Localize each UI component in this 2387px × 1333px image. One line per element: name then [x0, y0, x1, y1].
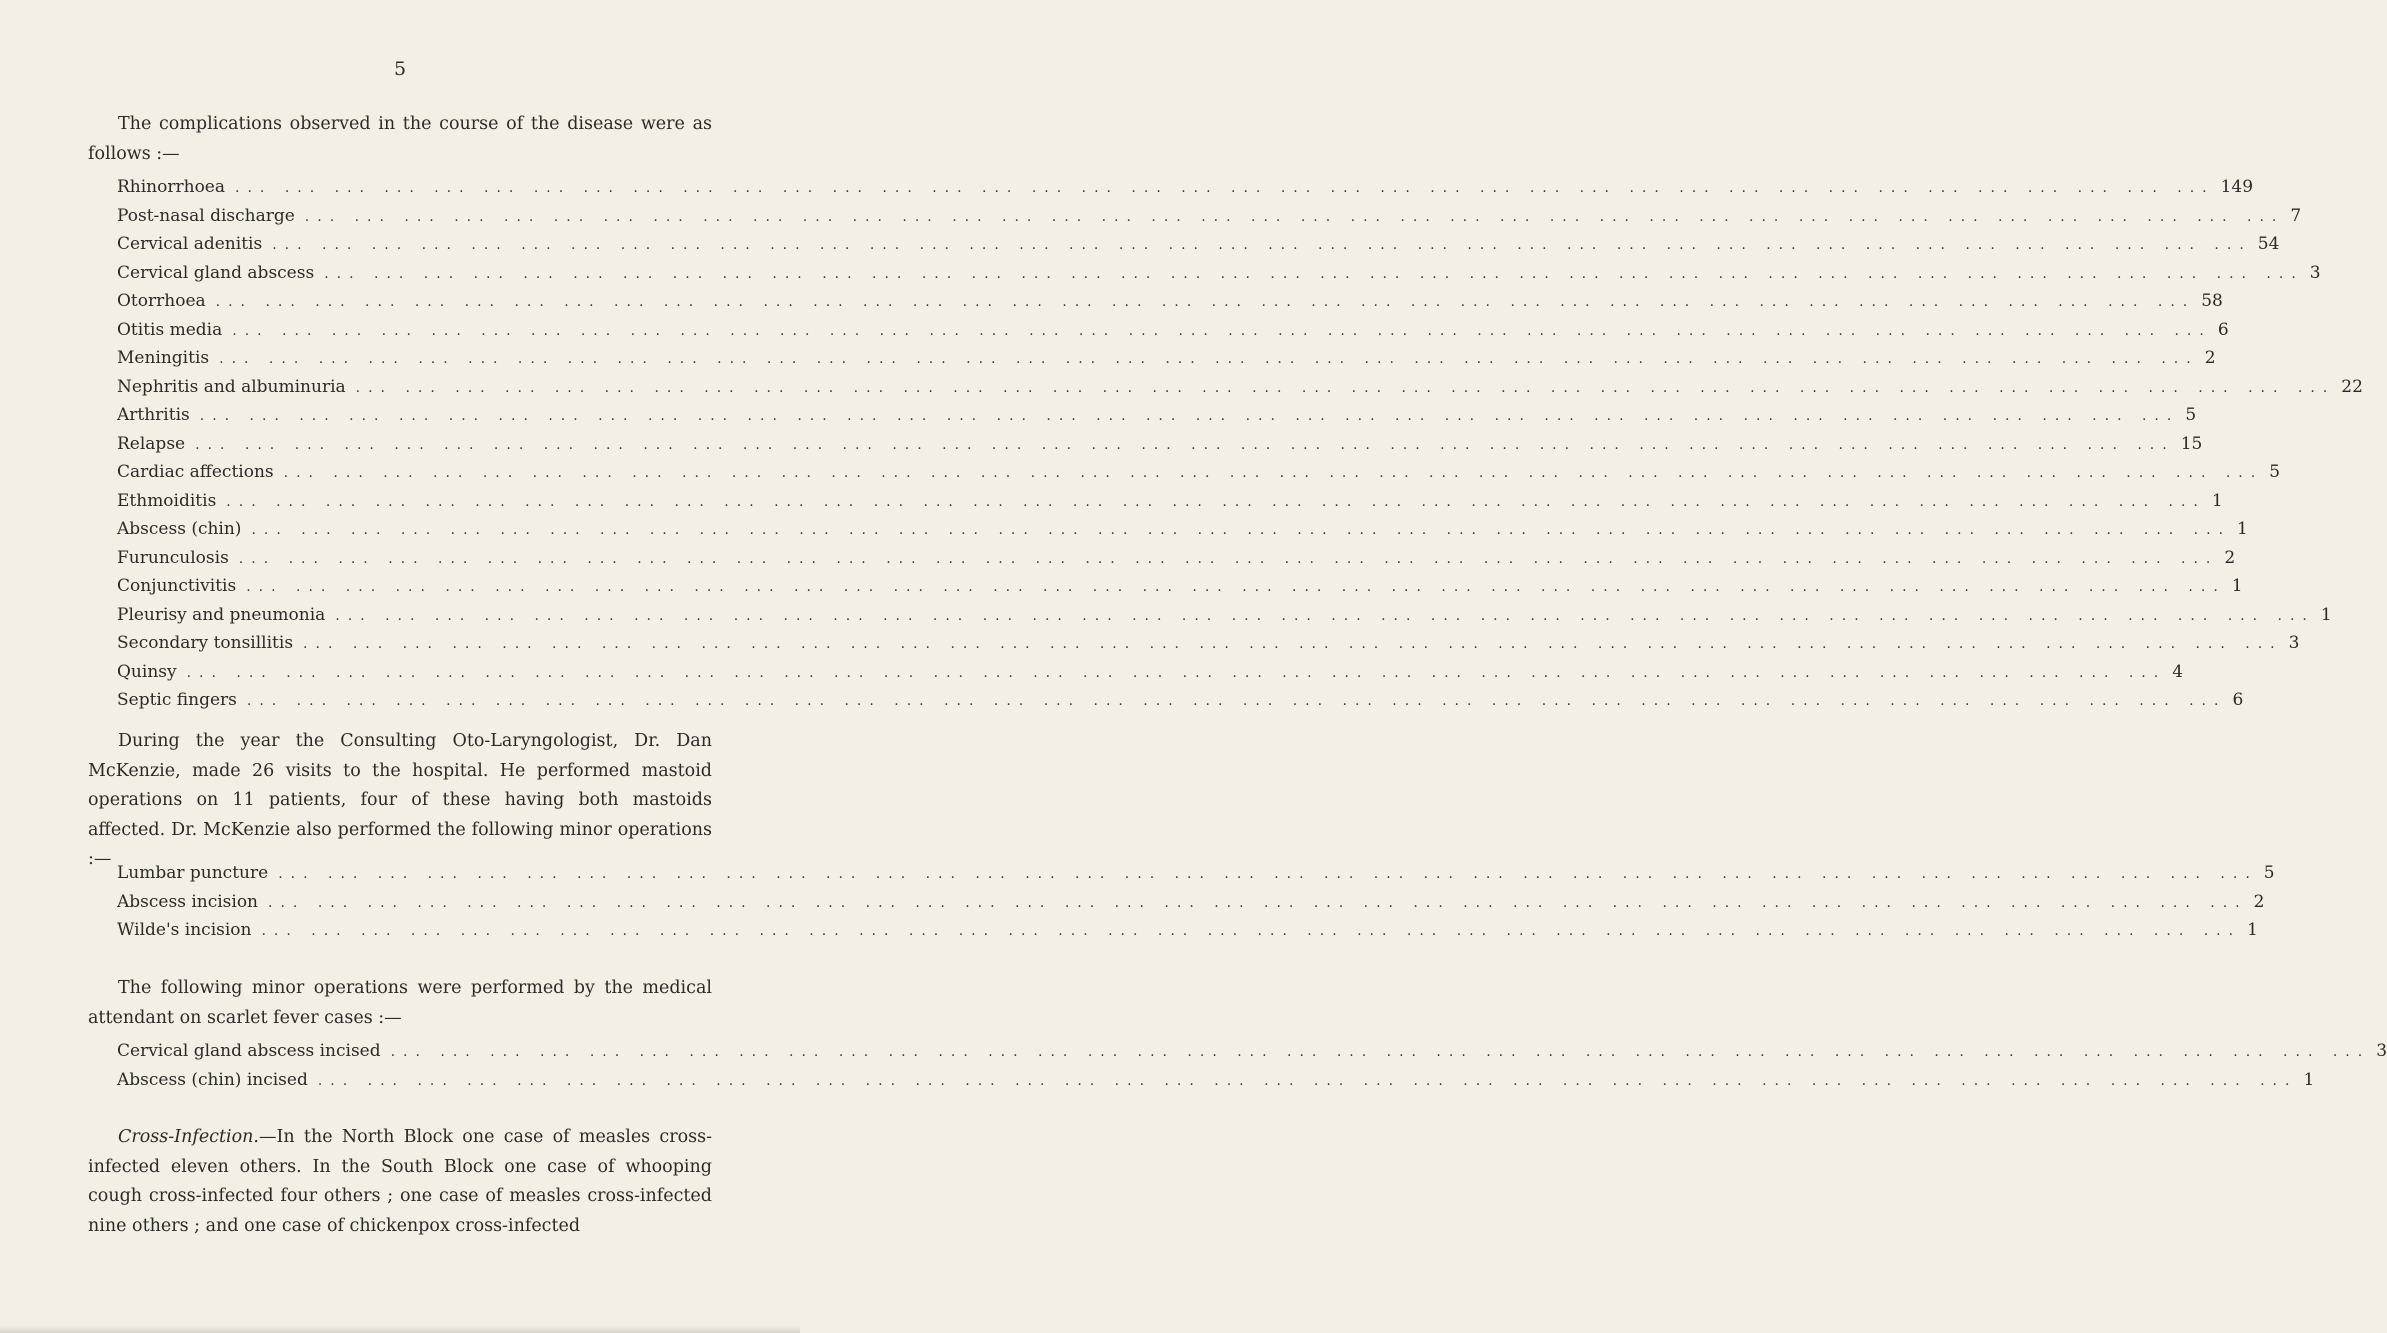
complication-row-label: Relapse	[117, 433, 186, 454]
page-number: 5	[393, 58, 407, 80]
complication-row-label: Otorrhoea	[117, 291, 206, 311]
complication-row	[117, 344, 2216, 373]
complication-row-value: 1	[2231, 576, 2243, 596]
intro-text: The complications observed in the course of the disease were as follows :—	[88, 114, 712, 164]
complication-row-value: 3	[2288, 633, 2300, 653]
dot-leader: ... ... ... ... ... ... ... ... ... ... ... ... ... ... ... ... ... ... ... ... ... ... ... ... ... ... ... ... ... ... ... ... ... ... ... ... ... ... ... ...	[355, 379, 2336, 396]
complication-row	[117, 658, 2184, 687]
complication-row-value: 6	[2217, 319, 2229, 340]
complication-row-value: 1	[2320, 604, 2332, 625]
attendant-text: The following minor operations were performed by the medical attendant on scarlet fever cases :—	[88, 978, 712, 1028]
complication-row	[117, 487, 2223, 516]
dot-leader: ... ... ... ... ... ... ... ... ... ... ... ... ... ... ... ... ... ... ... ... ... ... ... ... ... ... ... ... ... ... ... ... ... ... ... ... ... ... ... ...	[195, 436, 2175, 453]
complication-row-label: Rhinorrhoea	[117, 177, 226, 197]
dot-leader: ... ... ... ... ... ... ... ... ... ... ... ... ... ... ... ... ... ... ... ... ... ... ... ... ... ... ... ... ... ... ... ... ... ... ... ... ... ... ... ...	[199, 408, 2180, 424]
complication-row-label: Cervical gland abscess	[117, 262, 315, 283]
dot-leader: ... ... ... ... ... ... ... ... ... ... ... ... ... ... ... ... ... ... ... ... ... ... ... ... ... ... ... ... ... ... ... ... ... ... ... ... ... ... ... ...	[283, 465, 2264, 481]
complication-row-label: Meningitis	[117, 348, 210, 368]
complications-table	[117, 173, 2363, 715]
operation-row-label: Lumbar puncture	[117, 863, 269, 883]
complication-row-value: 1	[2237, 519, 2248, 539]
dot-leader: ... ... ... ... ... ... ... ... ... ... ... ... ... ... ... ... ... ... ... ... ... ... ... ... ... ... ... ... ... ... ... ... ... ... ... ... ... ... ... ...	[246, 579, 2226, 595]
complication-row	[117, 173, 2254, 202]
dot-leader: ... ... ... ... ... ... ... ... ... ... ... ... ... ... ... ... ... ... ... ... ... ... ... ... ... ... ... ... ... ... ... ... ... ... ... ... ... ... ... ...	[251, 522, 2232, 538]
complication-row-value: 54	[2257, 234, 2280, 254]
dot-leader: ... ... ... ... ... ... ... ... ... ... ... ... ... ... ... ... ... ... ... ... ... ... ... ... ... ... ... ... ... ... ... ... ... ... ... ... ... ... ... ...	[317, 1072, 2298, 1089]
dot-leader: ... ... ... ... ... ... ... ... ... ... ... ... ... ... ... ... ... ... ... ... ... ... ... ... ... ... ... ... ... ... ... ... ... ... ... ... ... ... ... ...	[390, 1044, 2371, 1060]
dot-leader: ... ... ... ... ... ... ... ... ... ... ... ... ... ... ... ... ... ... ... ... ... ... ... ... ... ... ... ... ... ... ... ... ... ... ... ... ... ... ... ...	[246, 693, 2227, 709]
dot-leader: ... ... ... ... ... ... ... ... ... ... ... ... ... ... ... ... ... ... ... ... ... ... ... ... ... ... ... ... ... ... ... ... ... ... ... ... ... ... ... ...	[219, 351, 2199, 367]
complication-row-value: 4	[2172, 661, 2184, 682]
operation-row-value: 3	[2376, 1041, 2387, 1061]
operation-row-value: 2	[2253, 891, 2265, 912]
complication-row	[117, 230, 2280, 259]
operation-row-value: 1	[2247, 920, 2258, 940]
complication-row-label: Ethmoiditis	[117, 490, 217, 511]
complication-row-label: Cervical adenitis	[117, 234, 263, 254]
operation-row-label: Abscess incision	[117, 891, 259, 912]
operation-row	[117, 888, 2265, 917]
consulting-paragraph	[88, 727, 712, 875]
dot-leader: ... ... ... ... ... ... ... ... ... ... ... ... ... ... ... ... ... ... ... ... ... ... ... ... ... ... ... ... ... ... ... ... ... ... ... ... ... ... ... ...	[272, 237, 2252, 253]
dot-leader: ... ... ... ... ... ... ... ... ... ... ... ... ... ... ... ... ... ... ... ... ... ... ... ... ... ... ... ... ... ... ... ... ... ... ... ... ... ... ... ...	[186, 664, 2167, 681]
complication-row-value: 2	[2204, 348, 2216, 368]
dot-leader: ... ... ... ... ... ... ... ... ... ... ... ... ... ... ... ... ... ... ... ... ... ... ... ... ... ... ... ... ... ... ... ... ... ... ... ... ... ... ... ...	[268, 894, 2248, 911]
complication-row	[117, 259, 2321, 288]
complication-row-label: Secondary tonsillitis	[117, 633, 294, 653]
operation-row	[117, 1037, 2387, 1066]
complication-row-label: Arthritis	[117, 405, 190, 425]
complication-row	[117, 686, 2244, 715]
complication-row-label: Conjunctivitis	[117, 576, 237, 596]
complication-row	[117, 202, 2302, 231]
operation-row-label: Abscess (chin) incised	[117, 1069, 308, 1090]
complication-row-label: Otitis media	[117, 319, 223, 340]
operation-row	[117, 859, 2275, 888]
operation-row	[117, 916, 2258, 945]
complication-row-label: Cardiac affections	[117, 462, 274, 482]
complication-row	[117, 401, 2197, 430]
dot-leader: ... ... ... ... ... ... ... ... ... ... ... ... ... ... ... ... ... ... ... ... ... ... ... ... ... ... ... ... ... ... ... ... ... ... ... ... ... ... ... ...	[232, 322, 2212, 339]
cross-infection-paragraph	[88, 1123, 712, 1241]
dot-leader: ... ... ... ... ... ... ... ... ... ... ... ... ... ... ... ... ... ... ... ... ... ... ... ... ... ... ... ... ... ... ... ... ... ... ... ... ... ... ... ...	[235, 180, 2215, 196]
complication-row	[117, 572, 2243, 601]
dot-leader: ... ... ... ... ... ... ... ... ... ... ... ... ... ... ... ... ... ... ... ... ... ... ... ... ... ... ... ... ... ... ... ... ... ... ... ... ... ... ... ...	[226, 493, 2206, 510]
complication-row-value: 2	[2224, 547, 2236, 568]
complication-row-label: Nephritis and albuminuria	[117, 376, 346, 397]
complication-row	[117, 430, 2203, 459]
dot-leader: ... ... ... ... ... ... ... ... ... ... ... ... ... ... ... ... ... ... ... ... ... ... ... ... ... ... ... ... ... ... ... ... ... ... ... ... ... ... ... ...	[303, 636, 2283, 652]
complication-row	[117, 601, 2332, 630]
consultant-operations-table	[117, 859, 2275, 945]
complication-row-label: Septic fingers	[117, 690, 237, 710]
complication-row-value: 149	[2220, 177, 2254, 197]
complication-row-value: 58	[2201, 291, 2223, 311]
dot-leader: ... ... ... ... ... ... ... ... ... ... ... ... ... ... ... ... ... ... ... ... ... ... ... ... ... ... ... ... ... ... ... ... ... ... ... ... ... ... ... ...	[278, 866, 2258, 882]
complication-row-label: Post-nasal discharge	[117, 205, 295, 226]
complication-row-label: Pleurisy and pneumonia	[117, 604, 326, 625]
complication-row-value: 3	[2309, 262, 2321, 283]
dot-leader: ... ... ... ... ... ... ... ... ... ... ... ... ... ... ... ... ... ... ... ... ... ... ... ... ... ... ... ... ... ... ... ... ... ... ... ... ... ... ... ...	[335, 607, 2315, 624]
complication-row	[117, 373, 2363, 402]
intro-paragraph	[88, 110, 712, 169]
complication-row-label: Abscess (chin)	[117, 519, 242, 539]
dot-leader: ... ... ... ... ... ... ... ... ... ... ... ... ... ... ... ... ... ... ... ... ... ... ... ... ... ... ... ... ... ... ... ... ... ... ... ... ... ... ... ...	[238, 550, 2219, 567]
complication-row-label: Furunculosis	[117, 547, 229, 568]
operation-row-label: Cervical gland abscess incised	[117, 1041, 381, 1061]
complication-row-label: Quinsy	[117, 661, 177, 682]
complication-row	[117, 287, 2223, 316]
operation-row	[117, 1066, 2315, 1095]
operation-row-value: 5	[2263, 863, 2275, 883]
complication-row	[117, 629, 2300, 658]
cross-infection-heading: Cross-Infection.	[118, 1127, 259, 1147]
dot-leader: ... ... ... ... ... ... ... ... ... ... ... ... ... ... ... ... ... ... ... ... ... ... ... ... ... ... ... ... ... ... ... ... ... ... ... ... ... ... ... ...	[304, 208, 2285, 225]
complication-row-value: 7	[2290, 205, 2302, 226]
complication-row-value: 15	[2180, 433, 2203, 454]
complication-row-value: 22	[2341, 376, 2363, 397]
dot-leader: ... ... ... ... ... ... ... ... ... ... ... ... ... ... ... ... ... ... ... ... ... ... ... ... ... ... ... ... ... ... ... ... ... ... ... ... ... ... ... ...	[324, 265, 2304, 282]
consulting-text: During the year the Consulting Oto-Laryngologist, Dr. Dan McKenzie, made 26 visits to the hospital. He performed mastoid operations on 11 patients, four of these having both mastoids affected. Dr. McKenzie also performed the following minor operations :—	[88, 731, 712, 869]
complication-row-value: 5	[2269, 462, 2281, 482]
complication-row-value: 5	[2185, 405, 2197, 425]
operation-row-label: Wilde's incision	[117, 920, 252, 940]
complication-row	[117, 458, 2281, 487]
complication-row	[117, 316, 2229, 345]
page-edge-shadow	[0, 1325, 800, 1333]
complication-row	[117, 544, 2236, 573]
attendant-paragraph	[88, 974, 712, 1033]
cross-infection-text: —In the North Block one case of measles cross-infected eleven others. In the South Block one case of whooping cough cross-infected four others ; one case of measles cross-infected nine others ; and one case of chickenpox cross-infected	[88, 1127, 712, 1236]
complication-row-value: 6	[2232, 690, 2244, 710]
dot-leader: ... ... ... ... ... ... ... ... ... ... ... ... ... ... ... ... ... ... ... ... ... ... ... ... ... ... ... ... ... ... ... ... ... ... ... ... ... ... ... ...	[261, 923, 2242, 939]
complication-row-value: 1	[2211, 490, 2223, 511]
dot-leader: ... ... ... ... ... ... ... ... ... ... ... ... ... ... ... ... ... ... ... ... ... ... ... ... ... ... ... ... ... ... ... ... ... ... ... ... ... ... ... ...	[215, 294, 2196, 310]
operation-row-value: 1	[2303, 1069, 2315, 1090]
attendant-operations-table	[117, 1037, 2387, 1094]
complication-row	[117, 515, 2248, 544]
